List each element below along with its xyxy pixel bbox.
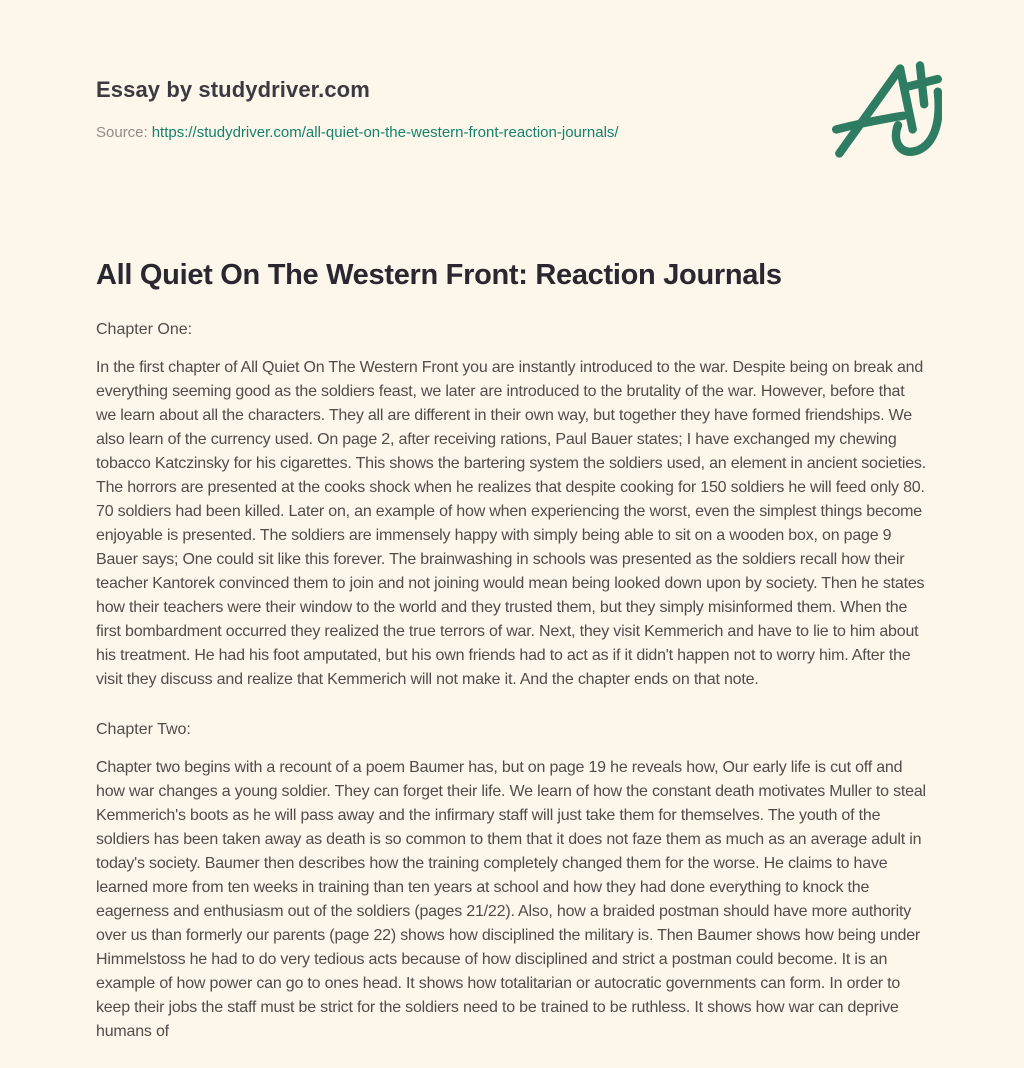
- source-link[interactable]: https://studydriver.com/all-quiet-on-the-western-front-reaction-journals/: [151, 124, 619, 141]
- chapter-two-body: Chapter two begins with a recount of a poem Baumer has, but on page 19 he reveals how, Our early life is cut off and how war changes a young soldier. They can forget their life. We learn of how the constant death motivates Muller to steal Kemmerich's boots as he will pass away and the infirmary staff will just take them for themselves. The youth of the soldiers has been taken away as death is so common to them that it does not faze them as much as an average adult in today's society. Baumer then describes how the training completely changed them for the worse. He claims to have learned more from ten weeks in training than ten years at school and how they had done everything to knock the eagerness and enthusiasm out of the soldiers (pages 21/22). Also, how a braided postman should have more authority over us than formerly our parents (page 22) shows how disciplined the military is. Then Baumer shows how being under Himmelstoss he had to do very tedious acts because of how disciplined and strict a postman could become. It is an example of how power can go to ones head. It shows how totalitarian or autocratic governments can form. In order to keep their jobs the staff must be strict for the soldiers need to be trained to be ruthless. It shows how war can deprive humans of: [96, 759, 926, 1040]
- header: [96, 78, 928, 141]
- a-plus-logo-icon: [832, 60, 942, 160]
- source-label: Source:: [96, 124, 148, 141]
- site-title: Essay by studydriver.com: [96, 77, 370, 102]
- essay-title: All Quiet On The Western Front: Reaction Journals: [96, 259, 782, 291]
- chapter-one-heading: Chapter One:: [96, 321, 193, 338]
- chapter-two-heading: Chapter Two:: [96, 721, 191, 738]
- source-line: [96, 124, 928, 141]
- chapter-one-body: In the first chapter of All Quiet On The Western Front you are instantly introduced to the war. Despite being on break and everything seeming good as the soldiers feast, we later are introduced to the brutality of the war. However, before that we learn about all the characters. They all are different in their own way, but together they have formed friendships. We also learn of the currency used. On page 2, after receiving rations, Paul Bauer states; I have exchanged my chewing tobacco Katczinsky for his cigarettes. This shows the bartering system the soldiers used, an element in ancient societies. The horrors are presented at the cooks shock when he realizes that despite cooking for 150 soldiers he will feed only 80. 70 soldiers had been killed. Later on, an example of how when experiencing the worst, even the simplest things become enjoyable is presented. The soldiers are immensely happy with simply being able to sit on a wooden box, on page 9 Bauer says; One could sit like this forever. The brainwashing in schools was presented as the soldiers recall how their teacher Kantorek convinced them to join and not joining would mean being looked down upon by society. Then he states how their teachers were their window to the world and they trusted them, but they simply misinformed them. When the first bombardment occurred they realized the true terrors of war. Next, they visit Kemmerich and have to lie to him about his treatment. He had his foot amputated, but his own friends had to act as if it didn't happen not to worry him. After the visit they discuss and realize that Kemmerich will not make it. And the chapter ends on that note.: [96, 359, 926, 688]
